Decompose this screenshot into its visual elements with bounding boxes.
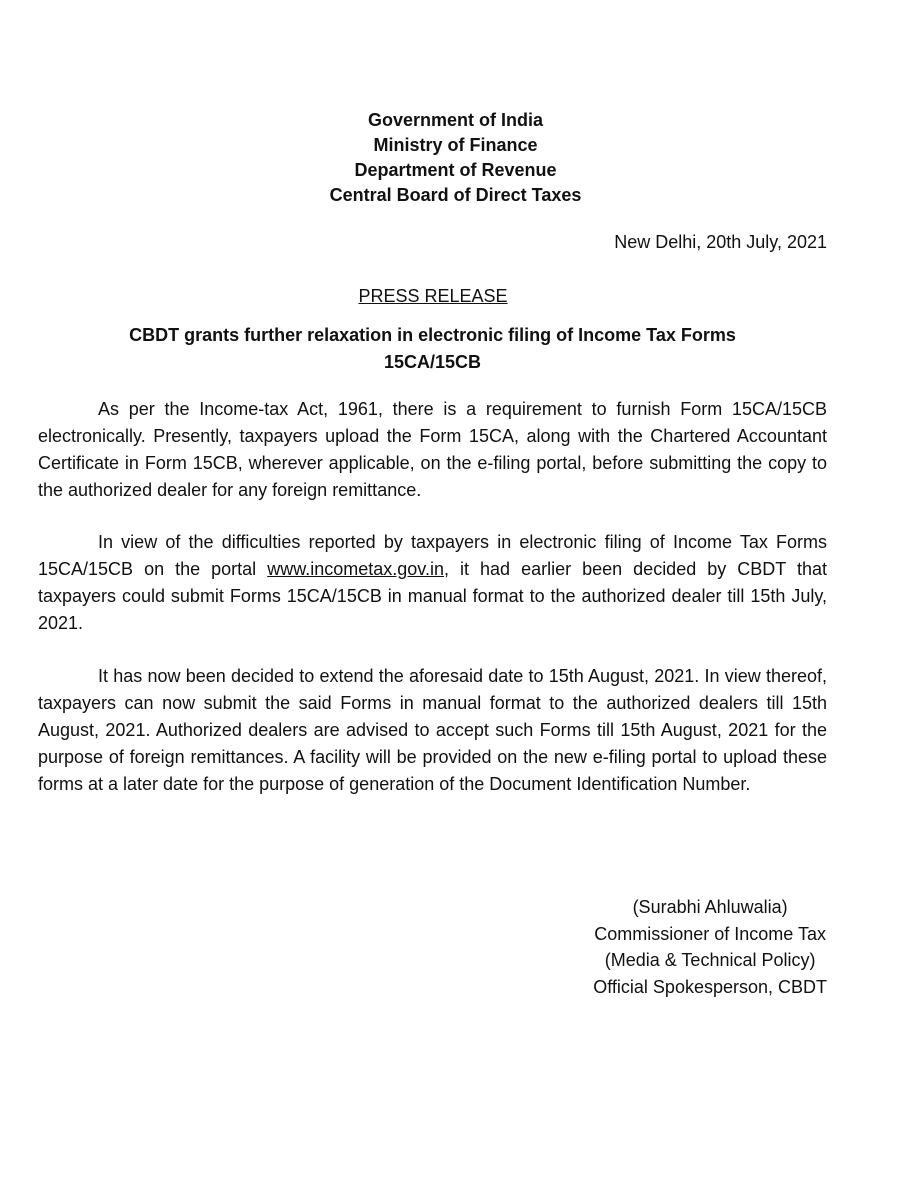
paragraph-2-text-after: , it had earlier been decided by CBDT that taxpayers could submit Forms 15CA/15CB in manual format to the authorized dealer till 15th July, 2021. (38, 559, 827, 633)
letterhead (0, 108, 911, 208)
signature-block (593, 894, 827, 1000)
title-line-1: CBDT grants further relaxation in electronic filing of Income Tax Forms (129, 325, 736, 345)
signatory-role: Official Spokesperson, CBDT (593, 976, 827, 997)
signatory-designation: Commissioner of Income Tax (594, 923, 826, 944)
letterhead-line-government: Government of India (367, 110, 544, 130)
paragraph-3: It has now been decided to extend the aforesaid date to 15th August, 2021. In view thereof, taxpayers can now submit the said Forms in manual format to the authorized dealers till 15th August, 2021. Authorized dealers are advised to accept such Forms till 15th August, 2021 for the purpose of foreign remittances. A facility will be provided on the new e-filing portal to upload these forms at a later date for the purpose of generation of the Document Identification Number. (38, 666, 827, 794)
paragraph-2-text-before: In view of the difficulties reported by taxpayers in electronic filing of Income Tax Forms 15CA/15CB on the portal (38, 532, 827, 579)
date-line: New Delhi, 20th July, 2021 (614, 232, 827, 252)
signatory-name: (Surabhi Ahluwalia) (632, 897, 788, 917)
letterhead-line-ministry: Ministry of Finance (373, 135, 538, 155)
paragraph-2 (38, 529, 827, 637)
paragraph-1: As per the Income-tax Act, 1961, there is a requirement to furnish Form 15CA/15CB electronically. Presently, taxpayers upload the Form 15CA, along with the Chartered Accountant Certificate in Form 15CB, wherever applicable, on the e-filing portal, before submitting the copy to the authorized dealer for any foreign remittance. (38, 399, 827, 500)
title-line-2: 15CA/15CB (383, 352, 482, 372)
letterhead-line-board: Central Board of Direct Taxes (329, 185, 582, 205)
document-title (38, 322, 827, 376)
press-release-label: PRESS RELEASE (358, 286, 508, 306)
incometax-portal-link[interactable]: www.incometax.gov.in (267, 559, 444, 579)
signatory-unit: (Media & Technical Policy) (604, 950, 816, 970)
letterhead-line-department: Department of Revenue (354, 160, 557, 180)
